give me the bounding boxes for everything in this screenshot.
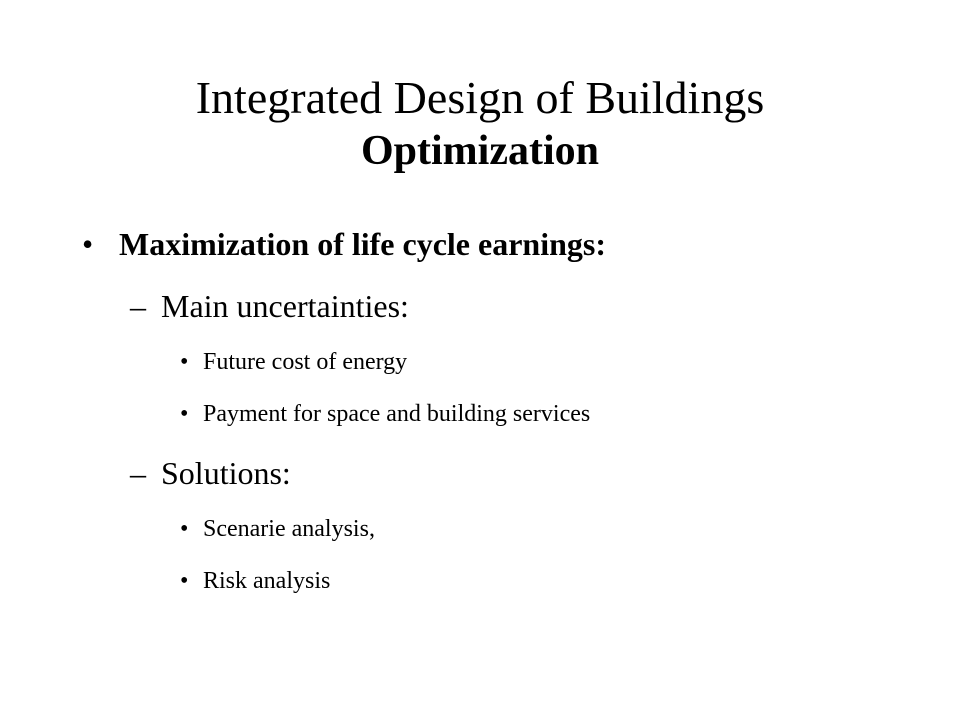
list-item-text: Scenarie analysis, [203,516,375,542]
dash-marker: – [130,288,146,324]
section-label: Solutions: [161,455,291,491]
list-item-text: Future cost of energy [203,349,408,375]
bullet-heading [82,222,782,266]
bullet-marker: • [180,516,189,542]
slide-title: Integrated Design of Buildings [195,72,765,123]
slide-subtitle: Optimization [361,128,599,174]
section-solutions [130,451,630,495]
list-item-text: Risk analysis [203,568,331,594]
section-main-uncertainties [130,284,630,328]
bullet-marker: • [82,226,94,262]
list-item [180,346,880,378]
list-item [180,513,880,545]
section-label: Main uncertainties: [161,288,409,324]
list-item [180,565,880,597]
bullet-heading-text: Maximization of life cycle earnings: [119,226,606,262]
bullet-marker: • [180,568,189,594]
dash-marker: – [130,455,146,491]
list-item-text: Payment for space and building services [203,401,591,427]
bullet-marker: • [180,401,189,427]
bullet-marker: • [180,349,189,375]
list-item [180,398,880,430]
slide-title-block [0,70,960,176]
